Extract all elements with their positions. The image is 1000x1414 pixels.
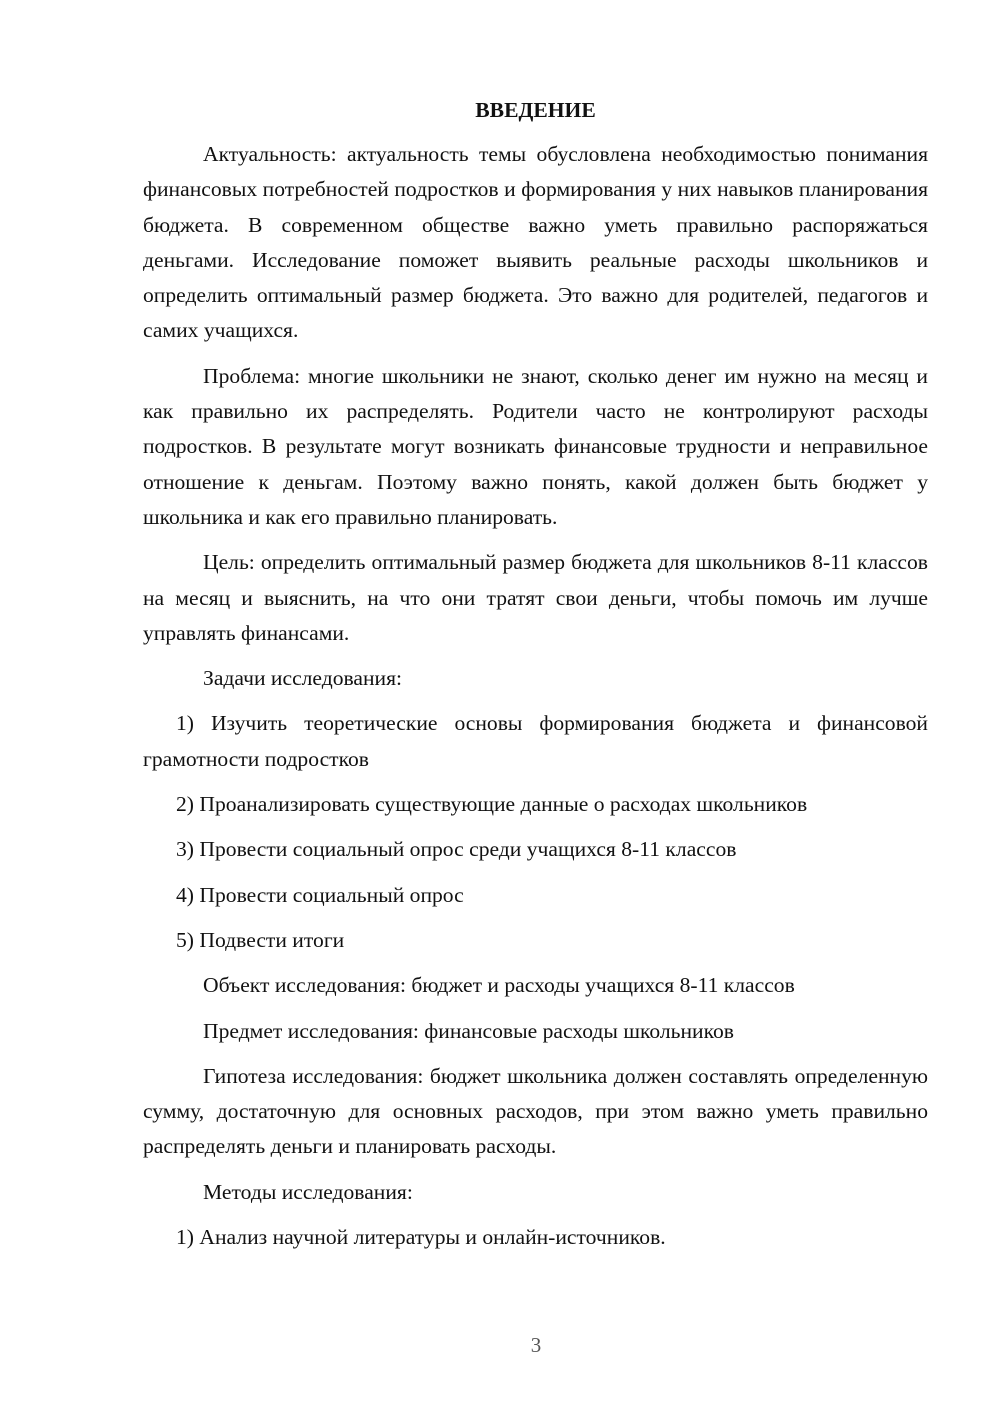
paragraph-goal: Цель: определить оптимальный размер бюджета для школьников 8-11 классов на месяц и выяснить, на что они тратят свои деньги, чтобы помочь им лучше управлять финансами. xyxy=(143,550,928,645)
paragraph-problem: Проблема: многие школьники не знают, сколько денег им нужно на месяц и как правильно их распределять. Родители часто не контролируют расходы подростков. В результате могут возникать финансовые трудности и неправильное отношение к деньгам. Поэтому важно понять, какой должен быть бюджет у школьника и как его правильно планировать. xyxy=(143,363,928,529)
methods-heading: Методы исследования: xyxy=(203,1179,413,1204)
tasks-heading: Задачи исследования: xyxy=(203,666,403,691)
task-item-5: 5) Подвести итоги xyxy=(176,927,345,952)
task-item-1: 1) Изучить теоретические основы формирования бюджета и финансовой грамотности подростков xyxy=(143,711,928,771)
page-title: ВВЕДЕНИЕ xyxy=(475,98,596,122)
paragraph-subject: Предмет исследования: финансовые расходы школьников xyxy=(203,1018,734,1043)
paragraph-relevance: Актуальность: актуальность темы обусловлена необходимостью понимания финансовых потребностей подростков и формирования у них навыков планирования бюджета. В современном обществе важно уметь правильно распоряжаться деньгами. Исследование поможет выявить реальные расходы школьников и определить оптимальный размер бюджета. Это важно для родителей, педагогов и самих учащихся. xyxy=(143,142,928,343)
task-item-3: 3) Провести социальный опрос среди учащихся 8-11 классов xyxy=(176,837,737,862)
paragraph-object: Объект исследования: бюджет и расходы учащихся 8-11 классов xyxy=(203,973,795,998)
page-number: 3 xyxy=(530,1333,542,1357)
method-item-1: 1) Анализ научной литературы и онлайн-источников. xyxy=(176,1225,666,1250)
page-content xyxy=(143,93,928,1265)
task-item-2: 2) Проанализировать существующие данные о расходах школьников xyxy=(176,792,808,817)
task-item-4: 4) Провести социальный опрос xyxy=(176,882,464,907)
paragraph-hypothesis: Гипотеза исследования: бюджет школьника должен составлять определенную сумму, достаточную для основных расходов, при этом важно уметь правильно распределять деньги и планировать расходы. xyxy=(143,1063,928,1159)
